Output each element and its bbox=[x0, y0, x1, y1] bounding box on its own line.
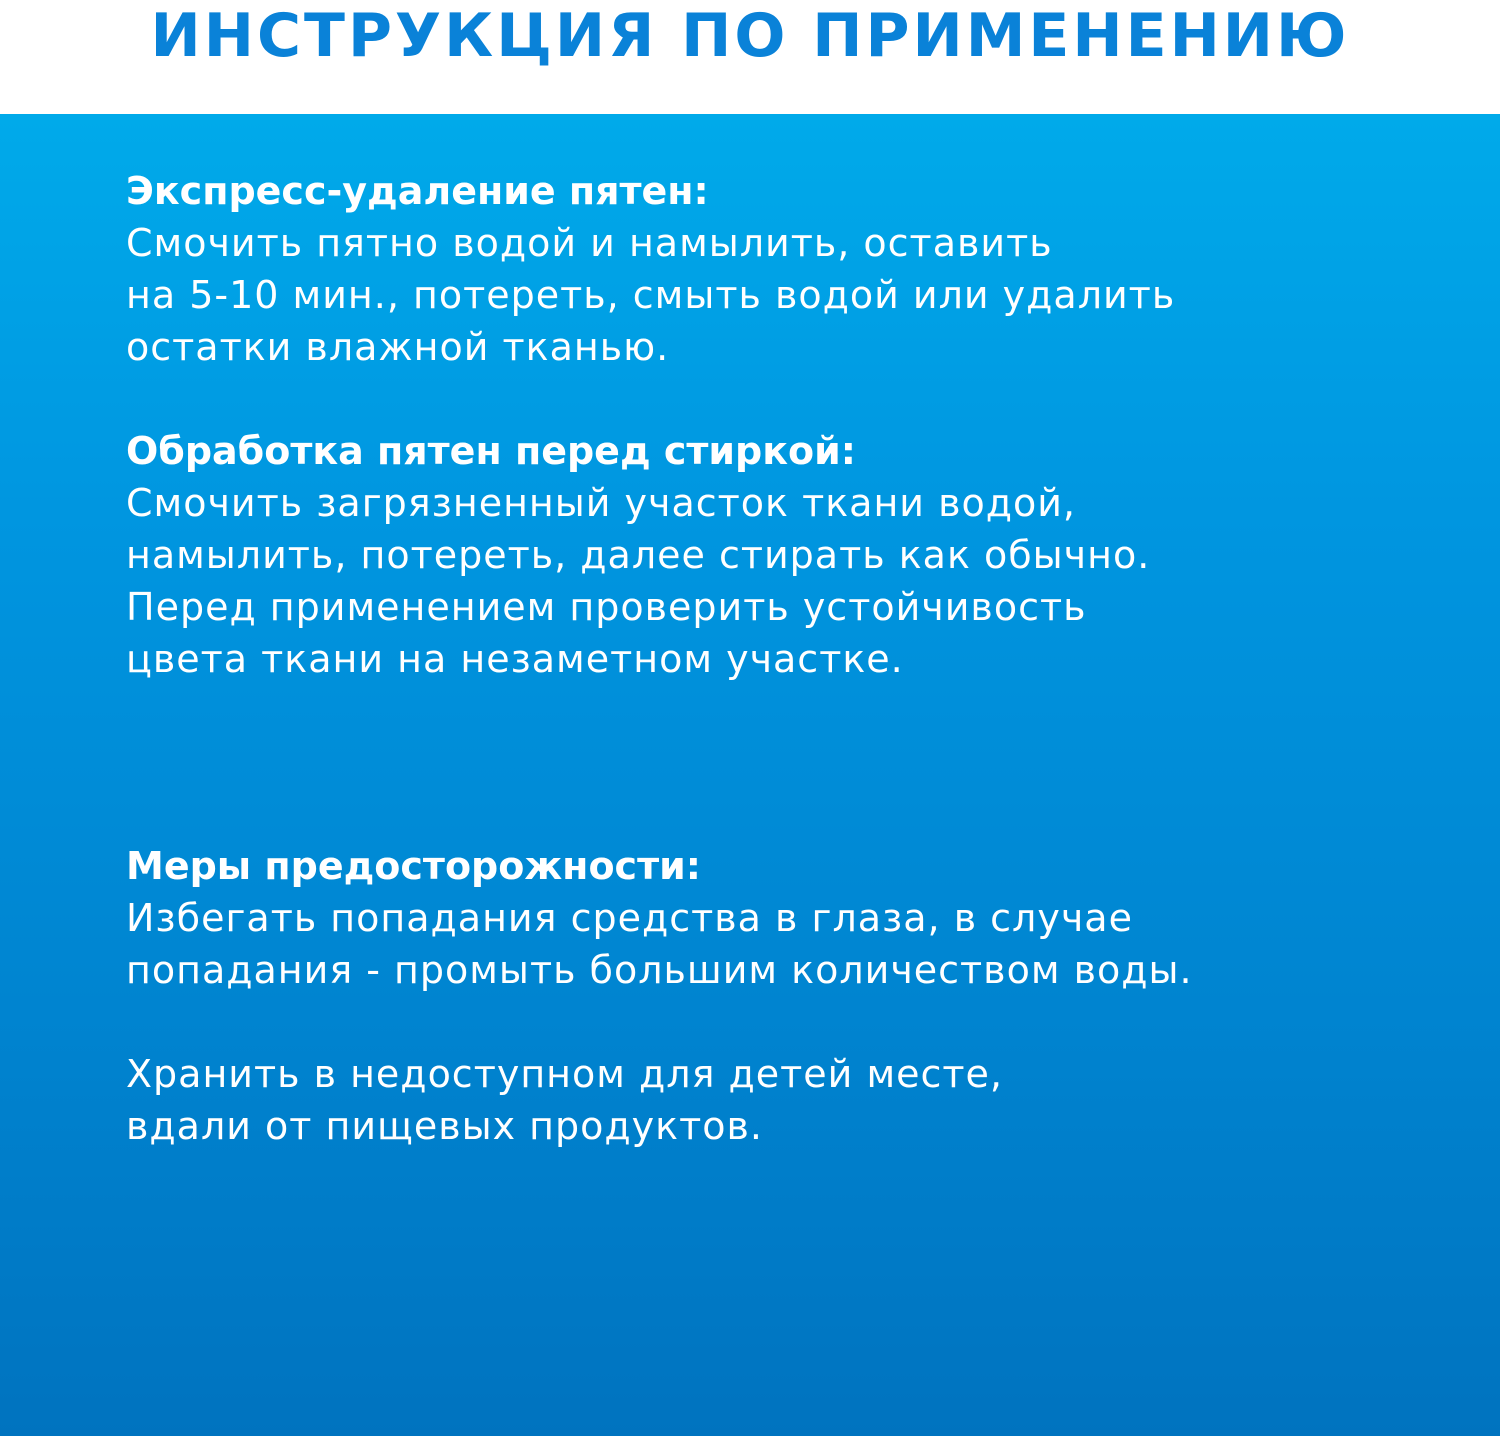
section-heading: Меры предосторожности: bbox=[126, 844, 701, 888]
section-text-line: намылить, потереть, далее стирать как обычно. bbox=[126, 533, 1151, 577]
section-text-line: попадания - промыть большим количеством воды. bbox=[126, 948, 1193, 992]
section-text-line: остатки влажной тканью. bbox=[126, 325, 670, 369]
section-text-line: Смочить загрязненный участок ткани водой, bbox=[126, 481, 1077, 525]
section-heading: Обработка пятен перед стиркой: bbox=[126, 429, 856, 473]
section-heading: Экспресс-удаление пятен: bbox=[126, 169, 709, 213]
section-text-line: Перед применением проверить устойчивость bbox=[126, 585, 1087, 629]
section-text-line: на 5-10 мин., потереть, смыть водой или удалить bbox=[126, 273, 1176, 317]
section-pre-wash-treatment bbox=[126, 425, 1446, 685]
page-title: ИНСТРУКЦИЯ ПО ПРИМЕНЕНИЮ bbox=[150, 1, 1350, 71]
section-storage bbox=[126, 1048, 1446, 1152]
section-express-stain-removal bbox=[126, 165, 1446, 373]
section-text-line: вдали от пищевых продуктов. bbox=[126, 1104, 763, 1148]
section-text-line: Хранить в недоступном для детей месте, bbox=[126, 1052, 1003, 1096]
header bbox=[0, 0, 1500, 114]
section-text-line: цвета ткани на незаметном участке. bbox=[126, 637, 904, 681]
section-text-line: Избегать попадания средства в глаза, в случае bbox=[126, 896, 1133, 940]
section-text-line: Смочить пятно водой и намылить, оставить bbox=[126, 221, 1053, 265]
section-precautions bbox=[126, 840, 1446, 996]
